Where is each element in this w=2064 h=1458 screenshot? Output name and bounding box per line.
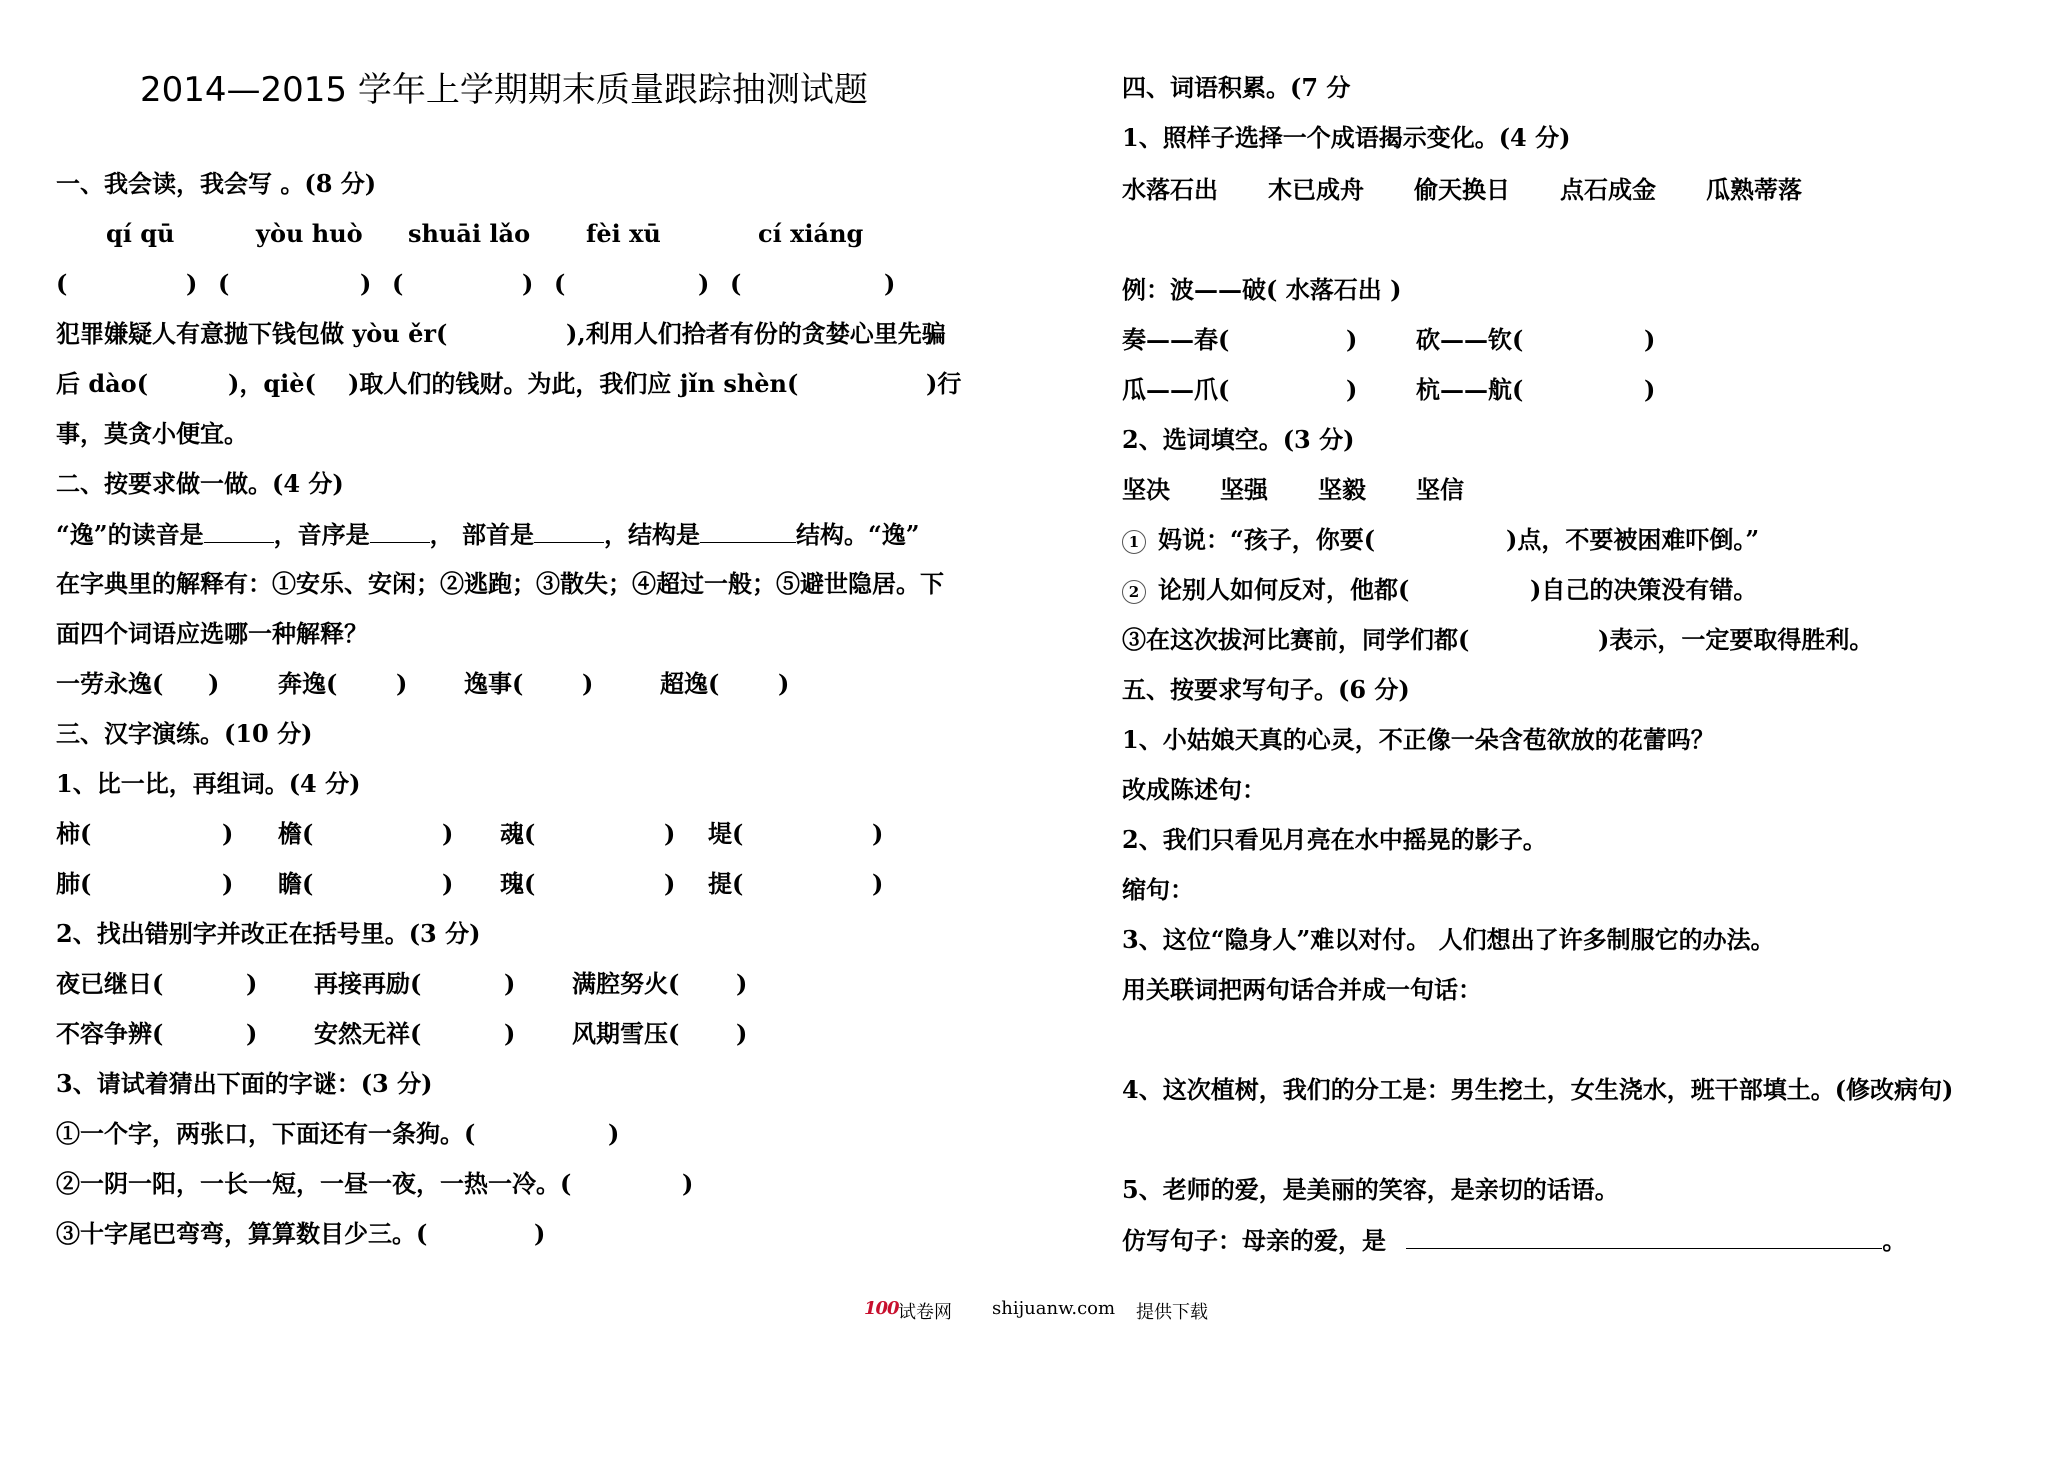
- section-4-2-heading: 2、选词填空。(3 分): [1122, 425, 1355, 454]
- passage-1-part-a: 犯罪嫌疑人有意抛下钱包做 yòu ěr(: [56, 319, 448, 348]
- typo-item-1: 夜已继日(: [56, 969, 164, 998]
- paren-close: ): [736, 1019, 748, 1048]
- question-4: 4、这次植树，我们的分工是：男生挖土，女生浇水，班干部填土。(修改病句): [1122, 1075, 1954, 1104]
- paren-close: ): [442, 819, 454, 848]
- pinyin-3: shuāi lǎo: [408, 219, 531, 248]
- word-yilaoyongyi: 一劳永逸(: [56, 669, 164, 698]
- riddle-3-text: ③十字尾巴弯弯，算算数目少三。(: [56, 1219, 428, 1248]
- answer-blank-1-close: ): [186, 269, 198, 298]
- imitation-answer-line[interactable]: [1406, 1224, 1882, 1249]
- s2-text-e: 结构。“逸”: [795, 520, 920, 549]
- section-3-1-heading: 1、比一比，再组词。(4 分): [56, 769, 361, 798]
- typo-item-4: 不容争辨(: [56, 1019, 164, 1048]
- riddle-3: [56, 1218, 976, 1250]
- paren-close: ): [534, 1219, 546, 1248]
- paren-close: ): [1346, 375, 1358, 404]
- paren-close: ): [582, 669, 594, 698]
- section-2-line-3: 面四个词语应选哪一种解释？: [56, 619, 368, 648]
- typo-row-1: [56, 968, 976, 1000]
- word-chaoyi: 超逸(: [660, 669, 720, 698]
- passage-line-2: [56, 368, 976, 400]
- answer-blank-3-close: ): [522, 269, 534, 298]
- question-1: 1、小姑娘天真的心灵，不正像一朵含苞欲放的花蕾吗？: [1122, 725, 1715, 754]
- s2-text-c: ， 部首是: [429, 520, 534, 549]
- choice-words: [1122, 474, 2022, 506]
- idiom-5: 瓜熟蒂落: [1706, 175, 1802, 204]
- paren-close: ): [208, 669, 220, 698]
- char-hun: 魂(: [500, 819, 536, 848]
- fill-1-text-b: )点，不要被困难吓倒。”: [1506, 525, 1760, 554]
- section-2-line-1: [56, 518, 920, 551]
- paren-close: ): [246, 969, 258, 998]
- section-2-line-2: 在字典里的解释有：①安乐、安闲；②逃跑；③散失；④超过一般；⑤避世隐居。下: [56, 569, 944, 598]
- section-3-2-heading: 2、找出错别字并改正在括号里。(3 分): [56, 919, 481, 948]
- idiom-list: [1122, 174, 2022, 206]
- answer-blank-5-close: ): [884, 269, 896, 298]
- section-1-heading: 一、我会读，我会写 。(8 分): [56, 169, 377, 198]
- section-3-heading: 三、汉字演练。(10 分): [56, 719, 313, 748]
- paren-close: ): [1644, 375, 1656, 404]
- passage-1-part-b: ),利用人们拾者有份的贪婪心里先骗: [566, 319, 946, 348]
- paren-close: ): [682, 1169, 694, 1198]
- pinyin-answer-row: [56, 268, 976, 300]
- paren-close: ): [664, 869, 676, 898]
- typo-item-6: 风期雪压(: [572, 1019, 680, 1048]
- char-yan: 檐(: [278, 819, 314, 848]
- answer-blank-2-open[interactable]: (: [218, 269, 230, 298]
- passage-2-part-b: )，qiè(: [228, 369, 316, 398]
- riddle-1-text: ①一个字，两张口，下面还有一条狗。(: [56, 1119, 476, 1148]
- circled-number-2: 2: [1122, 580, 1146, 604]
- answer-blank-3-open[interactable]: (: [392, 269, 404, 298]
- section-5-heading: 五、按要求写句子。(6 分): [1122, 675, 1410, 704]
- letter-order-blank[interactable]: [370, 518, 430, 543]
- choice-2: 坚强: [1220, 475, 1268, 504]
- question-3: 3、这位“隐身人”难以对付。 人们想出了许多制服它的办法。: [1122, 925, 1775, 954]
- example-line: 例：波——破( 水落石出 ): [1122, 275, 1402, 304]
- question-3-instruction: 用关联词把两句话合并成一句话：: [1122, 975, 1482, 1004]
- idiom-1: 水落石出: [1122, 175, 1218, 204]
- s2-text-b: ，音序是: [273, 520, 370, 549]
- riddle-2-text: ②一阴一阳，一长一短，一昼一夜，一热一冷。(: [56, 1169, 572, 1198]
- question-5: 5、老师的爱，是美丽的笑容，是亲切的话语。: [1122, 1175, 1619, 1204]
- word-yishi: 逸事(: [464, 669, 524, 698]
- char-gui: 瑰(: [500, 869, 536, 898]
- fill-3-text-b: )表示，一定要取得胜利。: [1598, 625, 1874, 654]
- pinyin-1: qí qū: [106, 219, 175, 248]
- passage-line-3: 事，莫贪小便宜。: [56, 419, 248, 448]
- fill-2-text-b: )自己的决策没有错。: [1530, 575, 1758, 604]
- riddle-1: [56, 1118, 976, 1150]
- section-4-heading: 四、词语积累。(7 分: [1122, 73, 1351, 102]
- structure-blank[interactable]: [700, 518, 796, 543]
- answer-blank-5-open[interactable]: (: [730, 269, 742, 298]
- page-title: 2014—2015 学年上学期期末质量跟踪抽测试题: [140, 70, 868, 110]
- typo-row-2: [56, 1018, 976, 1050]
- fill-1-text-a: 妈说：“孩子，你要(: [1158, 525, 1376, 554]
- answer-blank-1-open[interactable]: (: [56, 269, 68, 298]
- choice-4: 坚信: [1416, 475, 1464, 504]
- section-3-3-heading: 3、请试着猜出下面的字谜：(3 分): [56, 1069, 433, 1098]
- paren-close: ): [442, 869, 454, 898]
- fill-3-text-a: ③在这次拔河比赛前，同学们都(: [1122, 625, 1470, 654]
- section-4-1-heading: 1、照样子选择一个成语揭示变化。(4 分): [1122, 123, 1571, 152]
- question-2-instruction: 缩句：: [1122, 875, 1194, 904]
- paren-close: ): [1644, 325, 1656, 354]
- transform-row-1: [1122, 324, 2022, 356]
- paren-close: ): [504, 1019, 516, 1048]
- question-1-instruction: 改成陈述句：: [1122, 775, 1266, 804]
- q5-period: 。: [1882, 1226, 1907, 1255]
- idiom-3: 偷天换日: [1414, 175, 1510, 204]
- paren-close: ): [664, 819, 676, 848]
- question-5-instruction: [1122, 1224, 1906, 1257]
- question-2: 2、我们只看见月亮在水中摇晃的影子。: [1122, 825, 1547, 854]
- paren-close: ): [222, 819, 234, 848]
- radical-blank[interactable]: [534, 518, 604, 543]
- transform-3: 瓜——爪(: [1122, 375, 1230, 404]
- pinyin-2: yòu huò: [256, 219, 363, 248]
- pinyin-4: fèi xū: [586, 219, 661, 248]
- footer-site-name: 试卷网: [898, 1302, 952, 1323]
- idiom-2: 木已成舟: [1268, 175, 1364, 204]
- q5-prompt: 仿写句子：母亲的爱，是: [1122, 1226, 1386, 1255]
- choice-1: 坚决: [1122, 475, 1170, 504]
- typo-item-2: 再接再励(: [314, 969, 422, 998]
- typo-item-3: 满腔努火(: [572, 969, 680, 998]
- answer-blank-4-open[interactable]: (: [554, 269, 566, 298]
- char-ti: 提(: [708, 869, 744, 898]
- answer-blank-4-close: ): [698, 269, 710, 298]
- idiom-4: 点石成金: [1560, 175, 1656, 204]
- logo-100: 100: [864, 1298, 899, 1319]
- transform-1: 奏——春(: [1122, 325, 1230, 354]
- pinyin-row: [56, 218, 976, 250]
- passage-2-part-d: )行: [926, 369, 962, 398]
- riddle-2: [56, 1168, 976, 1200]
- word-benyi: 奔逸(: [278, 669, 338, 698]
- footer-site-url[interactable]: shijuanw.com: [992, 1298, 1116, 1319]
- fill-sentence-2: [1122, 574, 2022, 606]
- pronunciation-blank[interactable]: [204, 518, 274, 543]
- paren-close: ): [222, 869, 234, 898]
- paren-close: ): [1346, 325, 1358, 354]
- transform-4: 杭——航(: [1416, 375, 1524, 404]
- transform-2: 砍——钦(: [1416, 325, 1524, 354]
- typo-item-5: 安然无祥(: [314, 1019, 422, 1048]
- passage-line-1: [56, 318, 976, 350]
- char-zhan: 瞻(: [278, 869, 314, 898]
- footer-download-note: 提供下载: [1136, 1302, 1208, 1323]
- footer: [0, 1298, 2064, 1334]
- paren-close: ): [504, 969, 516, 998]
- compare-row-2: [56, 868, 976, 900]
- s2-text-a: “逸”的读音是: [56, 520, 204, 549]
- answer-blank-2-close: ): [360, 269, 372, 298]
- fill-2-text-a: 论别人如何反对，他都(: [1158, 575, 1410, 604]
- passage-2-part-c: )取人们的钱财。为此，我们应 jǐn shèn(: [348, 369, 799, 398]
- transform-row-2: [1122, 374, 2022, 406]
- section-2-heading: 二、按要求做一做。(4 分): [56, 469, 344, 498]
- char-fei: 肺(: [56, 869, 92, 898]
- paren-close: ): [396, 669, 408, 698]
- paren-close: ): [736, 969, 748, 998]
- circled-number-1: 1: [1122, 530, 1146, 554]
- compare-row-1: [56, 818, 976, 850]
- section-2-words: [56, 668, 976, 700]
- fill-sentence-1: [1122, 524, 2022, 556]
- choice-3: 坚毅: [1318, 475, 1366, 504]
- char-di: 堤(: [708, 819, 744, 848]
- fill-sentence-3: [1122, 624, 2022, 656]
- passage-2-part-a: 后 dào(: [56, 369, 149, 398]
- paren-close: ): [872, 819, 884, 848]
- paren-close: ): [608, 1119, 620, 1148]
- paren-close: ): [246, 1019, 258, 1048]
- paren-close: ): [778, 669, 790, 698]
- s2-text-d: ，结构是: [603, 520, 700, 549]
- paren-close: ): [872, 869, 884, 898]
- char-shi: 柿(: [56, 819, 92, 848]
- pinyin-5: cí xiáng: [758, 219, 864, 248]
